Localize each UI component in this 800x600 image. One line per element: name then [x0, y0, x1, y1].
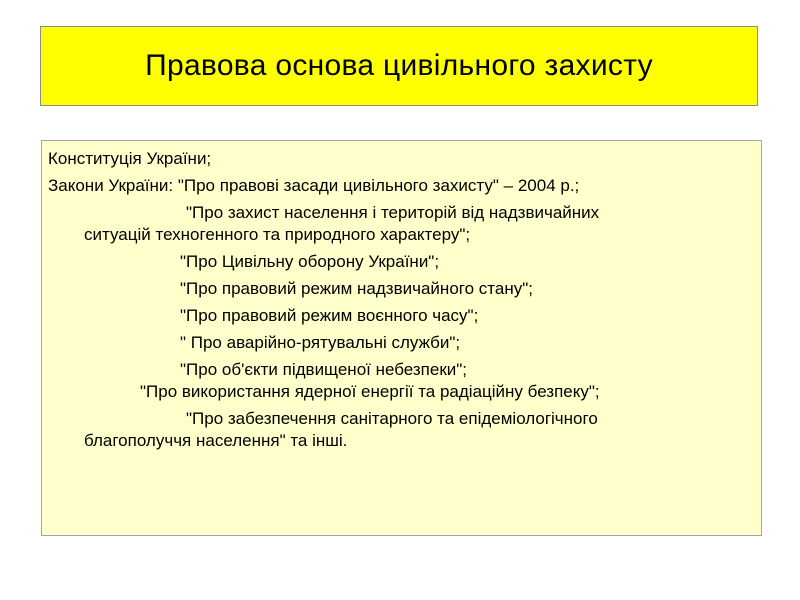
text-line-rescue-services: " Про аварійно-рятувальні служби";: [180, 333, 461, 352]
text-line-martial-law: "Про правовий режим воєнного часу";: [180, 306, 479, 325]
text-line-state-of-emergency: "Про правовий режим надзвичайного стану";: [180, 279, 533, 298]
text-block-emergency-protection: [48, 202, 753, 246]
text-line-civil-defense: "Про Цивільну оборону України";: [180, 252, 440, 271]
text-line-emergency-2: ситуацій техногенного та природного характеру";: [84, 225, 471, 244]
text-line-high-risk-objects: "Про об'єкти підвищеної небезпеки";: [180, 360, 468, 379]
text-line-nuclear-energy: "Про використання ядерної енергії та радіаційну безпеку";: [140, 382, 600, 401]
text-block-sanitary: [48, 408, 753, 452]
text-line-laws: Закони України: "Про правові засади цивільного захисту" – 2004 р.;: [48, 176, 580, 195]
text-line-constitution: Конституція України;: [48, 149, 212, 168]
text-line-sanitary-2: благополуччя населення" та інші.: [84, 431, 348, 450]
text-line-emergency-1: "Про захист населення і територій від надзвичайних: [186, 203, 600, 222]
content-box: [41, 140, 762, 536]
text-line-sanitary-1: "Про забезпечення санітарного та епідеміологічного: [186, 409, 598, 428]
title-box: [40, 26, 758, 106]
slide-title: Правова основа цивільного захисту: [145, 49, 653, 82]
